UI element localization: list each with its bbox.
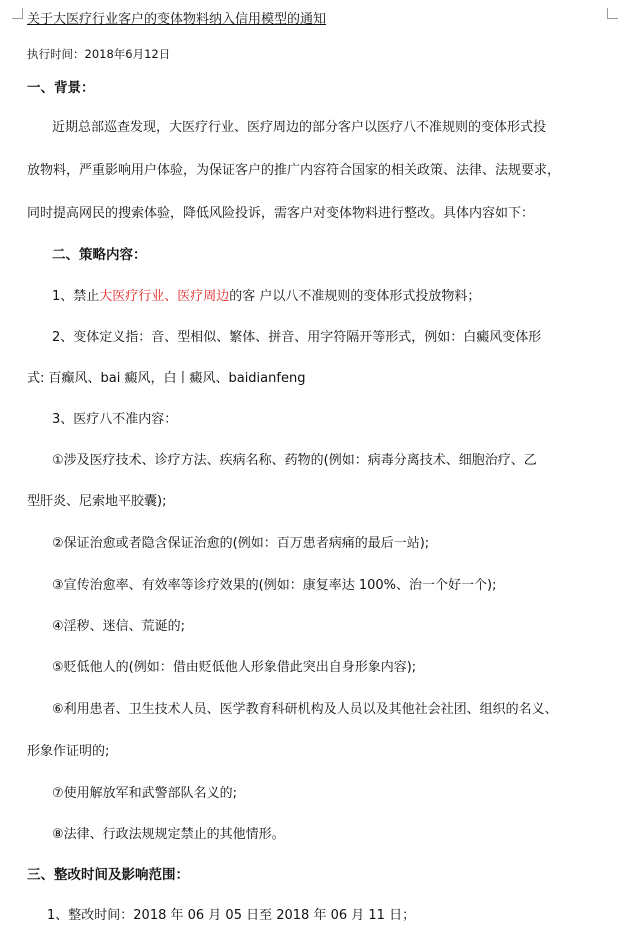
section-3-heading: 三、整改时间及影响范围： — [27, 867, 189, 883]
item-1-suffix: 的客 户以八不准规则的变体形式投放物料； — [229, 289, 481, 304]
strategy-item-3: 3、医疗八不准内容： — [52, 412, 178, 427]
execution-date: 执行时间：2018年6月12日 — [27, 47, 171, 61]
rectification-time: 1、整改时间：2018 年 06 月 05 日至 2018 年 06 月 11 日； — [47, 908, 416, 923]
item-1-prefix: 1、禁止 — [52, 289, 100, 304]
background-line-2: 放物料，严重影响用户体验，为保证客户的推广内容符合国家的相关政策、法律、法规要求， — [27, 163, 561, 178]
rule-7: ⑦使用解放军和武警部队名义的; — [52, 786, 238, 801]
rule-3: ③宣传治愈率、有效率等诊疗效果的(例如：康复率达 100%、治一个好一个); — [52, 578, 497, 593]
rule-5: ⑤贬低他人的(例如：借由贬低他人形象借此突出自身形象内容); — [52, 660, 417, 675]
rule-6-line-1: ⑥利用患者、卫生技术人员、医学教育科研机构及人员以及其他社会社团、组织的名义、 — [52, 702, 558, 717]
rule-6-line-2: 形象作证明的; — [27, 744, 110, 759]
rule-1-line-2: 型肝炎、尼索地平胶囊); — [27, 494, 167, 509]
item-1-highlight: 大医疗行业、医疗周边 — [99, 289, 230, 304]
background-line-1: 近期总部巡查发现，大医疗行业、医疗周边的部分客户以医疗八不准规则的变体形式投 — [52, 120, 547, 135]
rule-2: ②保证治愈或者隐含保证治愈的(例如：百万患者病痛的最后一站); — [52, 536, 430, 551]
crop-mark-top-right — [607, 8, 618, 19]
crop-mark-top-left — [12, 8, 23, 19]
document-title: 关于大医疗行业客户的变体物料纳入信用模型的通知 — [27, 12, 327, 27]
rule-1-line-1: ①涉及医疗技术、诊疗方法、疾病名称、药物的(例如：病毒分离技术、细胞治疗、乙 — [52, 453, 537, 468]
background-line-3: 同时提高网民的搜索体验，降低风险投诉，需客户对变体物料进行整改。具体内容如下： — [27, 206, 535, 221]
rule-8: ⑧法律、行政法规规定禁止的其他情形。 — [52, 827, 285, 842]
strategy-item-2-line-2: 式: 百癫风、bai 癜风，白丨癜风、baidianfeng — [27, 371, 306, 386]
strategy-item-2-line-1: 2、变体定义指：音、型相似、繁体、拼音、用字符隔开等形式，例如：白癜风变体形 — [52, 330, 542, 345]
strategy-item-1 — [52, 288, 480, 306]
section-1-heading: 一、背景： — [27, 80, 95, 96]
section-2-heading: 二、策略内容： — [52, 247, 147, 263]
rule-4: ④淫秽、迷信、荒诞的; — [52, 619, 186, 634]
